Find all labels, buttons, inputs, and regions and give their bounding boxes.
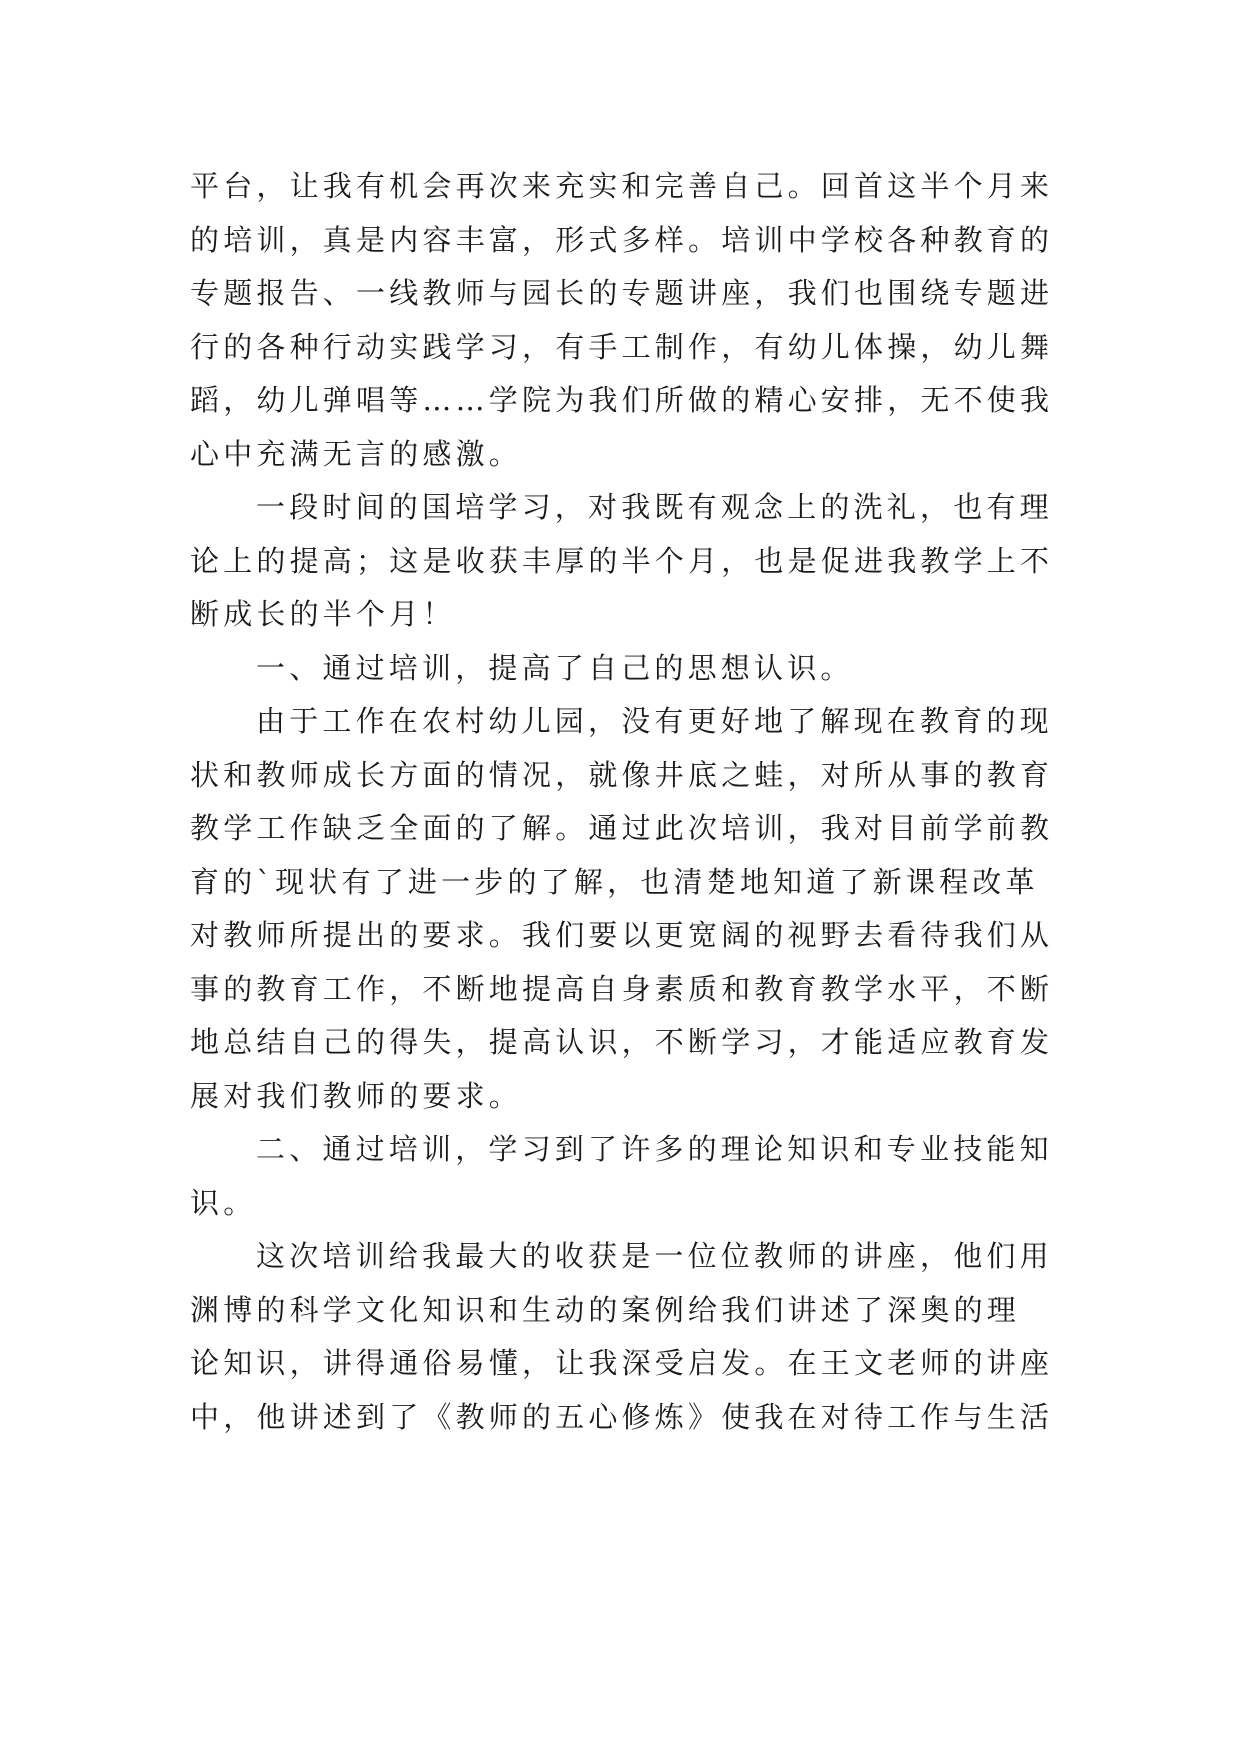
text-line: 一段时间的国培学习，对我既有观念上的洗礼，也有理 (256, 490, 1053, 524)
text-line: 渊博的科学文化知识和生动的案例给我们讲述了深奥的理 (190, 1292, 1021, 1327)
text-line: 这次培训给我最大的收获是一位位教师的讲座，他们用 (256, 1239, 1053, 1273)
text-line: 专题报告、一线教师与园长的专题讲座，我们也围绕专题进 (190, 276, 1054, 310)
text-line: 平台，让我有机会再次来充实和完善自己。回首这半个月来 (190, 169, 1054, 203)
text-line: 心中充满无言的感激。 (190, 436, 523, 471)
section-heading-1 (190, 642, 1050, 696)
text-line: 蹈，幼儿弹唱等……学院为我们所做的精心安排，无不使我 (190, 383, 1054, 417)
paragraph-3 (190, 695, 1054, 1123)
text-line: 论知识，讲得通俗易懂，让我深受启发。在王文老师的讲座 (190, 1346, 1054, 1380)
paragraph-2 (190, 481, 1054, 642)
text-line: 的培训，真是内容丰富，形式多样。培训中学校各种教育的 (190, 222, 1054, 257)
heading-line: 二、通过培训，学习到了许多的理论知识和专业技能知 (256, 1132, 1053, 1166)
text-line: 地总结自己的得失，提高认识，不断学习，才能适应教育发 (190, 1025, 1054, 1059)
text-line: 由于工作在农村幼儿园，没有更好地了解现在教育的现 (256, 704, 1053, 738)
document-body (190, 160, 1054, 1444)
text-line: 行的各种行动实践学习，有手工制作，有幼儿体操，幼儿舞 (190, 329, 1054, 364)
text-line: 展对我们教师的要求。 (190, 1078, 523, 1113)
text-line: 事的教育工作，不断地提高自身素质和教育教学水平，不断 (190, 971, 1054, 1006)
paragraph-1 (190, 160, 1054, 481)
heading-line: 一、通过培训，提高了自己的思想认识。 (256, 650, 854, 685)
text-line: 论上的提高；这是收获丰厚的半个月，也是促进我教学上不 (190, 543, 1054, 578)
text-line: 断成长的半个月！ (190, 597, 456, 631)
section-heading-2 (190, 1123, 1053, 1230)
paragraph-4 (190, 1230, 1054, 1444)
text-line: 育的`现状有了进一步的了解，也清楚地知道了新课程改革 (190, 864, 1039, 899)
text-line: 中，他讲述到了《教师的五心修炼》使我在对待工作与生活 (190, 1399, 1054, 1434)
text-line: 教学工作缺乏全面的了解。通过此次培训，我对目前学前教 (190, 811, 1054, 845)
text-line: 状和教师成长方面的情况，就像井底之蛙，对所从事的教育 (190, 757, 1054, 792)
heading-line: 识。 (190, 1185, 257, 1220)
text-line: 对教师所提出的要求。我们要以更宽阔的视野去看待我们从 (190, 918, 1054, 952)
